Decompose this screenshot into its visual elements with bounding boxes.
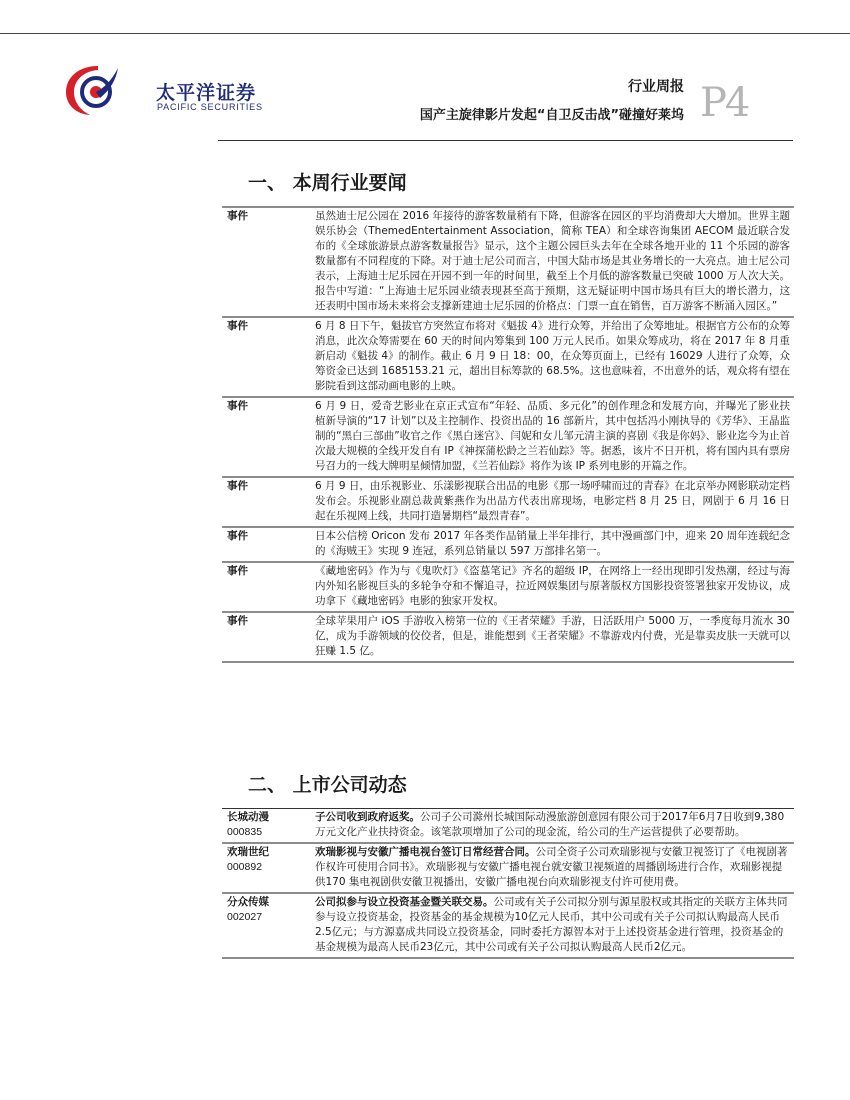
event-label: 事件: [222, 207, 311, 317]
logo-chinese-name: 太平洋证券: [156, 82, 257, 104]
company-row: [222, 843, 794, 893]
header-rule: [218, 140, 793, 141]
company-news-cell: [311, 893, 794, 958]
news-row: [222, 397, 794, 477]
event-text: 虽然迪士尼公园在 2016 年接待的游客数量稍有下降，但游客在园区的平均消费却大大增加。世界主题娱乐协会（ThemedEntertainment Association，简称 TEA）和全球咨询集团 AECOM 最近联合发布的《全球旅游景点游客数量报告》显示，这个主题公园巨头去年在全球各地开业的 11 个乐园的游客数量都有不同程度的下降。对于迪士尼公司而言，中国大陆市场是其业务增长的一大亮点。迪士尼公司表示，上海迪士尼乐园在开园不到一年的时间里，截至上个月低的游客数量已突破 1000 万人次大关。报告中写道：“上海迪士尼乐园业绩表现甚至高于预期，这无疑证明中国市场具有巨大的增长潜力，这还表明中国市场未来将会支撑新建迪士尼乐园的价格点：门票一直在销售，百万游客不断涌入园区。”: [311, 207, 794, 317]
section-title-industry-news: 一、 本周行业要闻: [248, 172, 407, 194]
company-name: 分众传媒: [227, 896, 269, 908]
company-news-cell: [311, 843, 794, 893]
industry-news-table: [222, 206, 794, 663]
company-news-text: 公司全资子公司欢瑞影视与安徽卫视签订了《电视剧著作权许可使用合同书》。欢瑞影视与安徽广播电视台就安徽卫视频道的周播剧场进行合作，欢瑞影视提供170 集电视剧供安徽卫视播出，安徽广播电视台向欢瑞影视支付许可使用费。: [315, 846, 788, 888]
company-news-table: [222, 808, 794, 959]
report-title: 国产主旋律影片发起“自卫反击战”碰撞好莱坞: [419, 108, 684, 123]
news-row: [222, 477, 794, 527]
event-text: 日本公信榜 Oricon 发布 2017 年各类作品销量上半年排行，其中漫画部门中，迎来 20 周年连载纪念的《海贼王》实现 9 连冠，系列总销量以 597 万部排名第一。: [311, 527, 794, 562]
company-news-text: 公司子公司滁州长城国际动漫旅游创意园有限公司于2017年6月7日收到9,380万元文化产业扶持资金。该笔款项增加了公司的现金流，给公司的生产运营提供了必要帮助。: [315, 811, 785, 838]
logo-english-name: PACIFIC SECURITIES: [157, 102, 263, 112]
event-label: 事件: [222, 317, 311, 397]
company-news-cell: [311, 809, 794, 844]
event-label: 事件: [222, 612, 311, 662]
news-row: [222, 562, 794, 612]
report-type: 行业周报: [628, 79, 684, 95]
logo-mark-icon: [60, 60, 130, 120]
company-news-text: 公司或有关子公司拟分别与源星股权或其指定的关联方主体共同参与设立投资基金，投资基金的基金规模为10亿元人民币，其中公司或有关子公司拟认购最高人民币2.5亿元；与方源嘉成共同设立投资基金，同时委托方源智本对于上述投资基金进行管理，投资基金的基金规模为最高人民币23亿元，其中公司或有关子公司拟认购最高人民币2亿元。: [315, 896, 788, 953]
company-cell: [222, 843, 311, 893]
company-headline: 公司拟参与设立投资基金暨关联交易。: [315, 896, 494, 908]
event-text: 全球苹果用户 iOS 手游收入榜第一位的《王者荣耀》手游，日活跃用户 5000 万，一季度每月流水 30 亿，成为手游领域的佼佼者，但是，谁能想到《王者荣耀》不靠游戏内付费，光是靠卖皮肤一天就可以狂赚 1.5 亿。: [311, 612, 794, 662]
top-rule: [0, 33, 850, 34]
event-text: 6 月 9 日，爱奇艺影业在京正式宣布“年轻、品质、多元化”的创作理念和发展方向，并曝光了影业扶植新导演的“17 计划”以及主控制作、投资出品的 16 部新片，其中包括冯小刚执导的《芳华》、王晶监制的“黑白三部曲”收官之作《黑白迷宫》、闫妮和女儿邹元清主演的喜剧《我是你妈》、影业迄今为止首次最大规模的全线开发自有 IP《神探蒲松龄之兰若仙踪》等。据悉，该片不日开机，将有国内具有票房号召力的一线大牌明星倾情加盟，《兰若仙踪》将作为该 IP 系列电影的开篇之作。: [311, 397, 794, 477]
page-number: P4: [700, 80, 749, 126]
stock-code: 000835: [227, 826, 263, 838]
company-cell: [222, 893, 311, 958]
company-name: 长城动漫: [227, 811, 269, 823]
news-row: [222, 317, 794, 397]
event-label: 事件: [222, 477, 311, 527]
event-label: 事件: [222, 397, 311, 477]
event-label: 事件: [222, 562, 311, 612]
company-row: [222, 893, 794, 958]
stock-code: 000892: [227, 861, 263, 873]
section-title-company-news: 二、 上市公司动态: [248, 774, 407, 796]
company-name: 欢瑞世纪: [227, 846, 269, 858]
event-text: 《藏地密码》作为与《鬼吹灯》《盗墓笔记》齐名的超级 IP，在网络上一经出现即引发热潮，经过与海内外知名影视巨头的多轮争夺和不懈追寻，拉近网娱集团与原著版权方国影投资签署独家开发协议，成功拿下《藏地密码》电影的独家开发权。: [311, 562, 794, 612]
event-text: 6 月 8 日下午，魁拔官方突然宣布将对《魁拔 4》进行众筹，并给出了众筹地址。根据官方公布的众筹消息，此次众筹需要在 60 天的时间内筹集到 100 万元人民币。如果众筹成功，将在 2017 年 8 月重新启动《魁拔 4》的制作。截止 6 月 9 日 18：00，在众筹页面上，已经有 16029 人进行了众筹，众筹资金已达到 1685153.21 元，超出目标筹款的 68.5%。这也意味着，不出意外的话，观众将有望在影院看到这部动画电影的上映。: [311, 317, 794, 397]
stock-code: 002027: [227, 911, 263, 923]
news-row: [222, 527, 794, 562]
company-logo: [60, 60, 263, 116]
news-row: [222, 207, 794, 317]
company-row: [222, 809, 794, 844]
company-cell: [222, 809, 311, 844]
company-headline: 欢瑞影视与安徽广播电视台签订日常经营合同。: [315, 846, 536, 858]
event-text: 6 月 9 日，由乐视影业、乐漾影视联合出品的电影《那一场呼啸而过的青春》在北京举办网影联动定档发布会。乐视影业副总裁黄紫燕作为出品方代表出席现场，电影定档 8 月 25 日，网剧于 6 月 16 日起在乐视网上线，共同打造暑期档“最烈青春”。: [311, 477, 794, 527]
news-row: [222, 612, 794, 662]
company-headline: 子公司收到政府返奖。: [315, 811, 420, 823]
event-label: 事件: [222, 527, 311, 562]
